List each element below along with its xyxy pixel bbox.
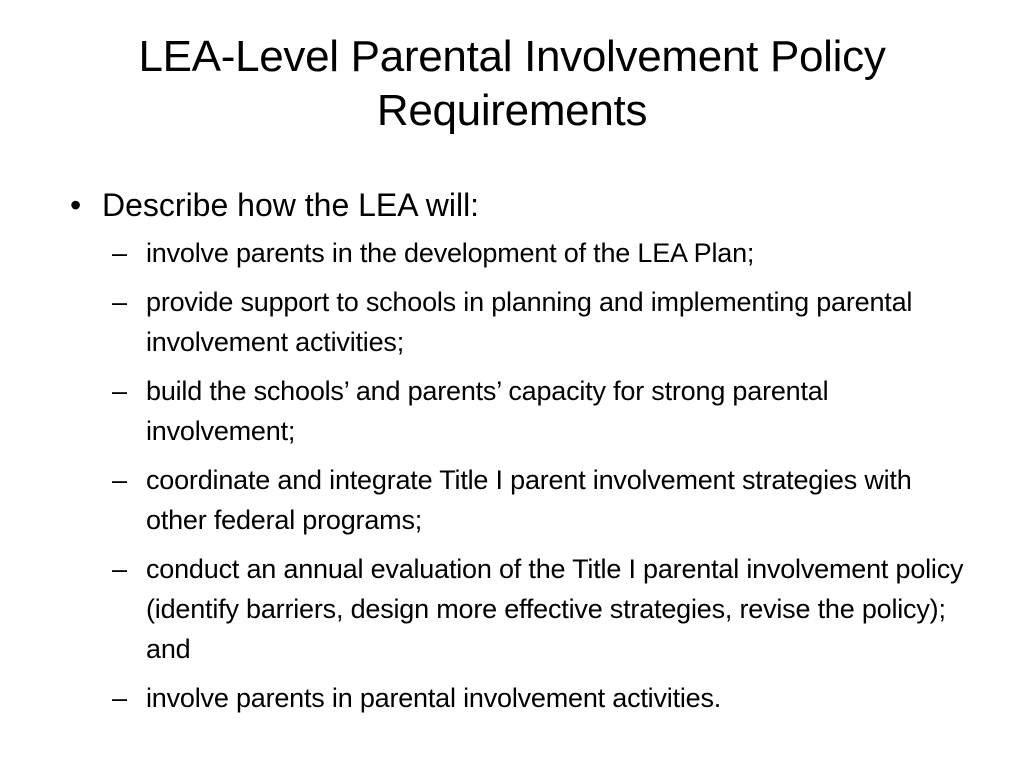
sub-bullet	[110, 678, 970, 718]
slide-content	[70, 184, 970, 727]
sub-bullet	[110, 460, 970, 540]
sub-bullet	[110, 549, 970, 669]
dash-marker: –	[112, 238, 127, 268]
bullet-marker: •	[70, 187, 82, 223]
dash-marker: –	[112, 554, 127, 584]
sub-bullet	[110, 282, 970, 362]
sub-bullet-list	[70, 233, 970, 718]
sub-bullet	[110, 371, 970, 451]
sub-bullet-text: conduct an annual evaluation of the Title I parental involvement policy (identify barriers, design more effective strategies, revise the policy); and	[146, 554, 964, 664]
dash-marker: –	[112, 465, 127, 495]
dash-marker: –	[112, 287, 127, 317]
sub-bullet-text: coordinate and integrate Title I parent involvement strategies with other federal programs;	[146, 465, 912, 535]
dash-marker: –	[112, 683, 127, 713]
sub-bullet-text: involve parents in the development of the LEA Plan;	[146, 238, 755, 268]
main-bullet-text: Describe how the LEA will:	[102, 187, 480, 223]
sub-bullet-text: involve parents in parental involvement activities.	[146, 683, 722, 713]
dash-marker: –	[112, 376, 127, 406]
main-bullet	[70, 184, 970, 226]
slide-title: LEA-Level Parental Involvement Policy Requirements	[138, 32, 886, 135]
sub-bullet-text: provide support to schools in planning and implementing parental involvement activities;	[146, 287, 913, 357]
sub-bullet-text: build the schools’ and parents’ capacity for strong parental involvement;	[146, 376, 829, 446]
sub-bullet	[110, 233, 970, 273]
